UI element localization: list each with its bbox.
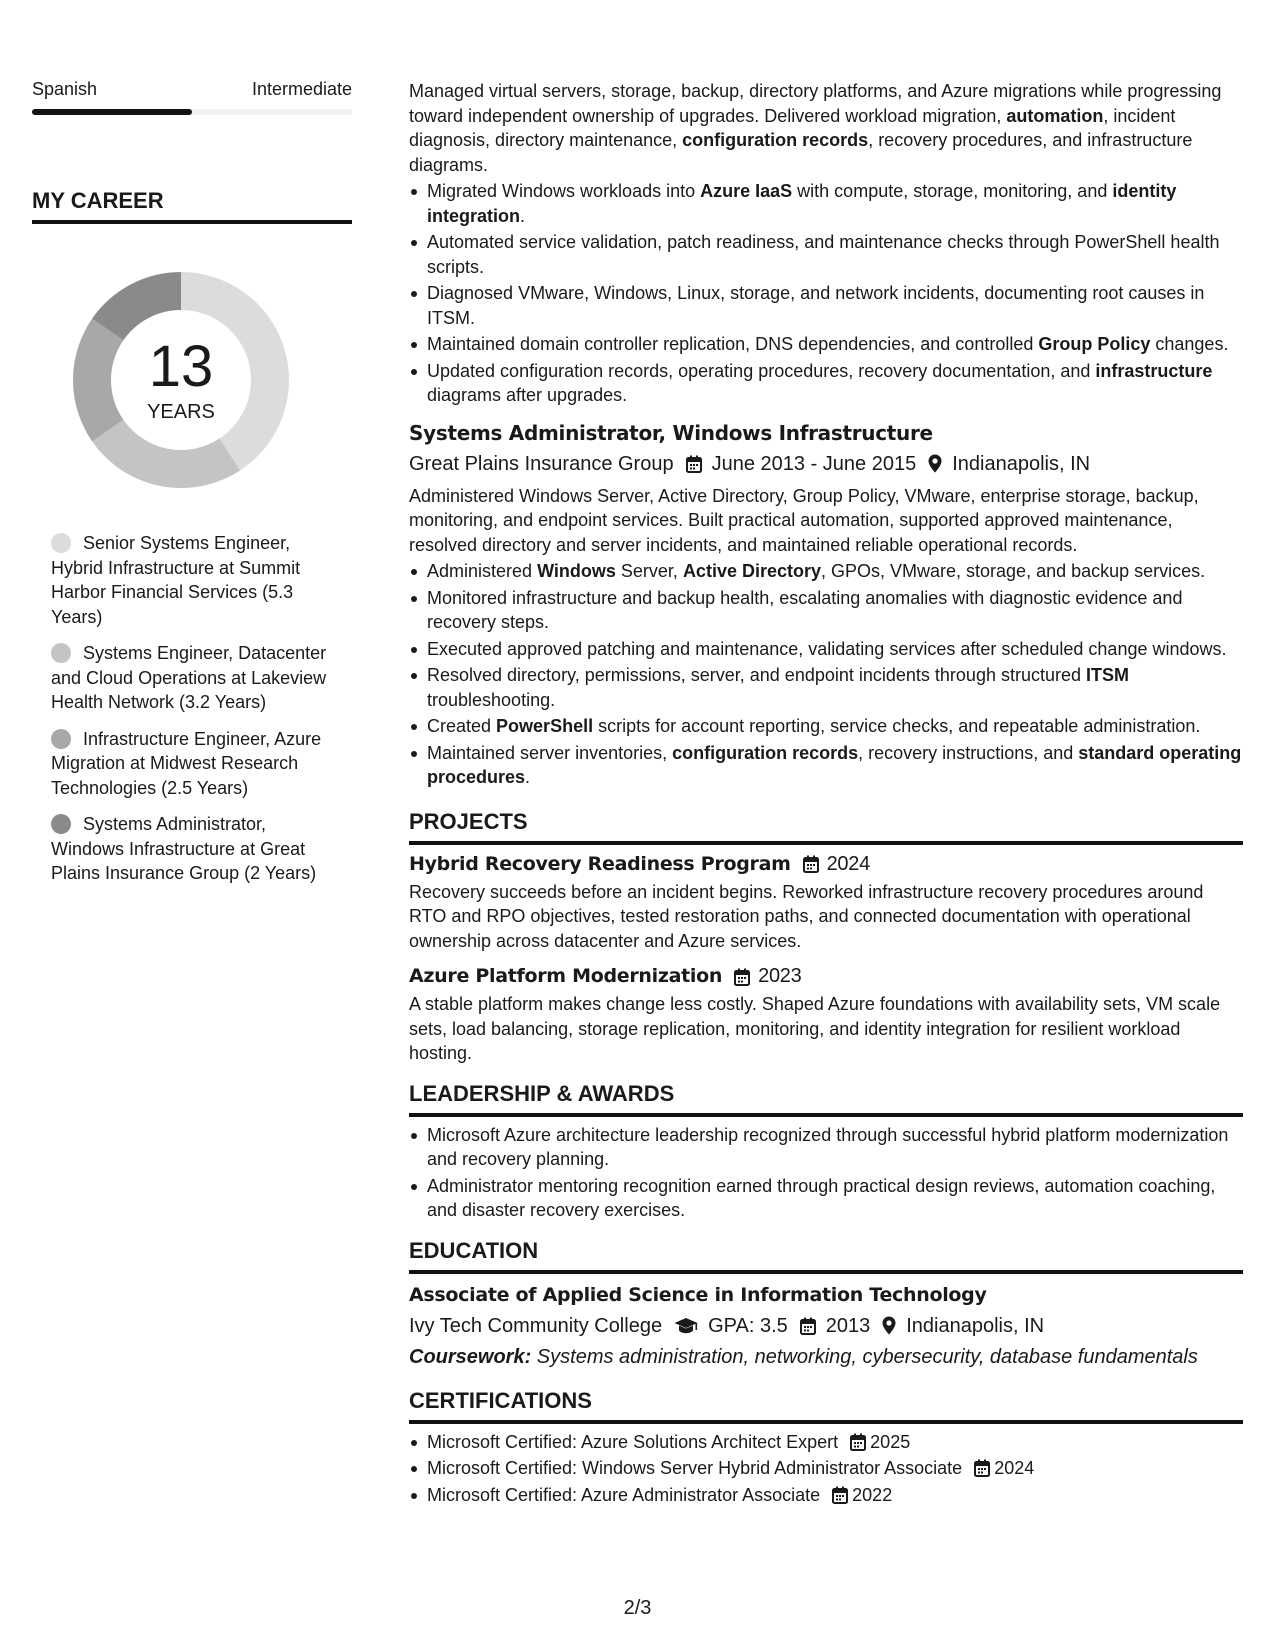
gpa: GPA: 3.5 — [708, 1314, 788, 1337]
project-title: Hybrid Recovery Readiness Program — [409, 852, 791, 875]
projects-list — [409, 851, 1243, 1066]
language-level: Intermediate — [251, 79, 352, 99]
job-summary: Administered Windows Server, Active Directory, Group Policy, VMware, enterprise storage, backup, monitoring, and endpoint services. Built practical automation, supported approved maintenance, resolved directory and server incidents, and maintained reliable operational records. — [409, 485, 1199, 555]
legend-dot — [51, 533, 71, 553]
career-legend-item — [51, 727, 331, 801]
bullet-item: Diagnosed VMware, Windows, Linux, storage, and network incidents, documenting root causes in ITSM. — [409, 281, 1243, 330]
coursework-label: Coursework: — [409, 1345, 532, 1368]
coursework-list: Systems administration, networking, cybersecurity, database fundamentals — [531, 1345, 1198, 1368]
career-donut-chart — [66, 265, 296, 495]
certification-name: Microsoft Certified: Azure Administrator Associate — [427, 1484, 821, 1505]
education-meta — [409, 1312, 1243, 1340]
donut-slice-2 — [92, 420, 240, 488]
projects-heading: PROJECTS — [409, 808, 1243, 845]
bullet-item: Automated service validation, patch readiness, and maintenance checks through PowerShell health scripts. — [409, 230, 1243, 279]
certifications-heading: CERTIFICATIONS — [409, 1387, 1243, 1424]
awards-list — [409, 1123, 1243, 1223]
job-dates: June 2013 - June 2015 — [711, 452, 917, 475]
career-legend-item — [51, 812, 331, 886]
project-year: 2023 — [758, 965, 802, 987]
career-total-number: 13 — [148, 334, 214, 399]
bullet-item: Updated configuration records, operating procedures, recovery documentation, and infrastructure diagrams after upgrades. — [409, 359, 1243, 408]
certification-name: Microsoft Certified: Azure Solutions Architect Expert — [427, 1431, 839, 1452]
page-number: 2/3 — [623, 1597, 652, 1619]
language-skill — [32, 78, 352, 115]
bullet-item: Resolved directory, permissions, server, and endpoint incidents through structured ITSM troubleshooting. — [409, 663, 1243, 712]
calendar-icon — [734, 968, 750, 986]
legend-dot — [51, 814, 71, 834]
graduation-year: 2013 — [825, 1314, 871, 1337]
education-heading: EDUCATION — [409, 1237, 1243, 1274]
degree-title: Associate of Applied Science in Information Technology — [409, 1283, 987, 1306]
project-title: Azure Platform Modernization — [409, 965, 723, 987]
bullet-item: Executed approved patching and maintenance, validating services after scheduled change windows. — [409, 637, 1243, 662]
calendar-icon — [686, 455, 702, 473]
legend-dot — [51, 643, 71, 663]
project-header — [409, 851, 1243, 878]
award-item: Administrator mentoring recognition earned through practical design reviews, automation coaching, and disaster recovery exercises. — [409, 1174, 1243, 1223]
bullet-item: Maintained domain controller replication, DNS dependencies, and controlled Group Policy changes. — [409, 332, 1243, 357]
school-name: Ivy Tech Community College — [409, 1314, 663, 1337]
certification-item — [409, 1456, 1243, 1481]
legend-text: Infrastructure Engineer, Azure Migration at Midwest Research Technologies (2.5 Years) — [51, 728, 322, 798]
legend-text: Senior Systems Engineer, Hybrid Infrastructure at Summit Harbor Financial Services (5.3 Years) — [51, 533, 301, 627]
location-pin-icon — [882, 1316, 896, 1335]
legend-text: Systems Administrator, Windows Infrastructure at Great Plains Insurance Group (2 Years) — [51, 814, 317, 883]
bullet-item: Created PowerShell scripts for account reporting, service checks, and repeatable administration. — [409, 714, 1243, 739]
sidebar — [32, 78, 352, 898]
job-bullets — [409, 559, 1243, 790]
job-location: Indianapolis, IN — [952, 452, 1091, 475]
project-header — [409, 963, 1243, 990]
project-entry — [409, 963, 1243, 1066]
calendar-icon — [974, 1459, 990, 1477]
certification-name: Microsoft Certified: Windows Server Hybrid Administrator Associate — [427, 1458, 963, 1478]
calendar-icon — [850, 1433, 866, 1451]
project-entry — [409, 851, 1243, 954]
award-item: Microsoft Azure architecture leadership recognized through successful hybrid platform modernization and recovery planning. — [409, 1123, 1243, 1172]
legend-text: Systems Engineer, Datacenter and Cloud Operations at Lakeview Health Network (3.2 Years) — [51, 643, 327, 712]
job-meta — [409, 450, 1243, 478]
awards-heading: LEADERSHIP & AWARDS — [409, 1080, 1243, 1117]
bullet-item: Maintained server inventories, configuration records, recovery instructions, and standard operating procedures. — [409, 741, 1243, 790]
job-summary: Managed virtual servers, storage, backup, directory platforms, and Azure migrations while progressing toward independent ownership of upgrades. Delivered workload migration, automation, incident diagnosis, directory maintenance, configuration records, recovery procedures, and infrastructure diagrams. — [409, 81, 1222, 175]
certifications-list — [409, 1430, 1243, 1508]
career-legend — [32, 531, 352, 886]
bullet-item: Migrated Windows workloads into Azure IaaS with compute, storage, monitoring, and identity integration. — [409, 179, 1243, 228]
calendar-icon — [832, 1486, 848, 1504]
career-heading: MY CAREER — [32, 187, 352, 224]
company-name: Great Plains Insurance Group — [409, 452, 674, 475]
calendar-icon — [803, 855, 819, 873]
job-systems-administrator — [409, 419, 1243, 790]
project-description: A stable platform makes change less costly. Shaped Azure foundations with availability sets, VM scale sets, load balancing, storage replication, monitoring, and identity integration for resilient workload hosting. — [409, 994, 1221, 1063]
school-location: Indianapolis, IN — [906, 1314, 1045, 1337]
language-proficiency-bar — [32, 109, 352, 115]
calendar-icon — [800, 1317, 816, 1335]
graduation-cap-icon — [674, 1317, 698, 1335]
legend-dot — [51, 729, 71, 749]
career-legend-item — [51, 531, 331, 629]
job-title: Systems Administrator, Windows Infrastructure — [409, 420, 933, 445]
main-content — [409, 79, 1243, 1507]
project-description: Recovery succeeds before an incident begins. Reworked infrastructure recovery procedures around RTO and RPO objectives, tested restoration paths, and connected documentation with operational ownership across datacenter and Azure services. — [409, 881, 1204, 951]
certification-year: 2024 — [994, 1458, 1035, 1478]
job-bullets — [409, 179, 1243, 408]
certification-item — [409, 1430, 1243, 1455]
education-entry — [409, 1282, 1243, 1371]
language-proficiency-fill — [32, 109, 192, 115]
bullet-item: Monitored infrastructure and backup health, escalating anomalies with diagnostic evidence and recovery steps. — [409, 586, 1243, 635]
coursework — [409, 1343, 1243, 1371]
location-pin-icon — [928, 454, 942, 473]
certification-item — [409, 1483, 1243, 1508]
bullet-item: Administered Windows Server, Active Directory, GPOs, VMware, storage, and backup services. — [409, 559, 1243, 584]
career-total-unit: YEARS — [147, 401, 215, 423]
certification-year: 2022 — [852, 1484, 893, 1505]
project-year: 2024 — [826, 852, 870, 875]
language-name: Spanish — [32, 79, 98, 99]
career-legend-item — [51, 641, 331, 715]
certification-year: 2025 — [870, 1431, 911, 1452]
job-senior-systems-engineer — [409, 79, 1243, 408]
